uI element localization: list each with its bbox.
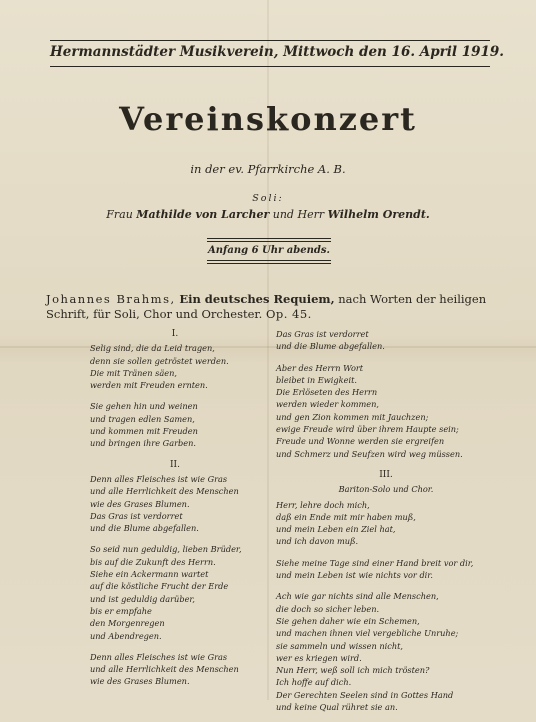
lyric-line: werden wieder kommen,: [276, 399, 379, 410]
stanza: [90, 543, 260, 641]
lyric-line: daß ein Ende mit mir haben muß,: [276, 511, 416, 522]
lyric-line: Selig sind, die da Leid tragen,: [90, 343, 215, 354]
section-1-body: [90, 342, 260, 449]
stanza: [276, 557, 496, 582]
stanza: [276, 328, 496, 353]
lyric-line: Ach wie gar nichts sind alle Menschen,: [276, 591, 439, 602]
lyric-line: bis auf die Zukunft des Herrn.: [90, 556, 216, 567]
lyric-line: Ich hoffe auf dich.: [276, 677, 352, 688]
soli-prefix-1: Frau: [106, 208, 133, 221]
lyric-line: Die Erlöseten des Herrn: [276, 387, 378, 398]
stanza: [90, 651, 260, 688]
stanza: [90, 473, 260, 534]
lyric-line: Siehe meine Tage sind einer Hand breit vor dir,: [276, 557, 474, 568]
soli-label: Soli:: [252, 193, 284, 204]
stanza: [276, 499, 496, 548]
section-2-continued: [276, 328, 496, 460]
section-number-1: I.: [171, 329, 179, 339]
stanza: [276, 362, 496, 460]
section-2-body: [90, 473, 260, 688]
lyric-line: und tragen edlen Samen,: [90, 413, 195, 424]
soli-connector: und Herr: [272, 208, 325, 221]
lyric-line: Siehe ein Ackermann wartet: [90, 569, 209, 580]
lyric-line: Aber des Herrn Wort: [276, 362, 364, 373]
composer: Johannes Brahms,: [46, 292, 176, 306]
lyric-line: und keine Qual rühret sie an.: [276, 702, 398, 713]
stanza: [276, 590, 496, 713]
lyric-line: Das Gras ist verdorret: [276, 329, 369, 339]
lyric-line: Denn alles Fleisches ist wie Gras: [90, 473, 228, 484]
page-title: Vereinskonzert: [119, 100, 417, 138]
work-description: [46, 292, 496, 322]
lyric-line: und gen Zion kommen mit Jauchzen;: [276, 411, 429, 422]
lyric-line: Nun Herr, weß soll ich mich trösten?: [276, 665, 430, 676]
lyric-line: So seid nun geduldig, lieben Brüder,: [90, 544, 242, 555]
work-opus: Op. 45.: [265, 307, 312, 321]
lyric-line: bleibet in Ewigkeit.: [276, 374, 357, 385]
venue-line: in der ev. Pfarrkirche A. B.: [190, 162, 346, 176]
start-time: Anfang 6 Uhr abends.: [207, 241, 331, 261]
lyrics-right-column: [276, 328, 496, 722]
lyric-line: und bringen ihre Garben.: [90, 438, 196, 449]
work-title: Ein deutsches Requiem,: [179, 292, 335, 306]
header-line: Hermannstädter Musikverein, Mittwoch den 16. April 1919.: [50, 40, 490, 67]
lyric-line: sie sammeln und wissen nicht,: [276, 640, 404, 651]
section-number-2: II.: [170, 459, 180, 470]
lyric-line: bis er empfahe: [90, 605, 152, 616]
section-number-3: III.: [379, 469, 393, 480]
lyric-line: wer es kriegen wird.: [276, 652, 362, 663]
soloist-2: Wilhelm Orendt.: [327, 208, 430, 221]
lyric-line: und machen ihnen viel vergebliche Unruhe;: [276, 628, 459, 639]
lyric-line: Sie gehen daher wie ein Schemen,: [276, 615, 420, 626]
soloist-1: Mathilde von Larcher: [136, 208, 270, 221]
soli-performers: [0, 208, 536, 221]
lyric-line: und alle Herrlichkeit des Menschen: [90, 486, 239, 497]
lyric-line: wie des Grases Blumen.: [90, 498, 190, 509]
lyric-line: denn sie sollen getröstet werden.: [90, 355, 229, 366]
lyric-line: und mein Leben ein Ziel hat,: [276, 524, 396, 535]
lyric-line: und die Blume abgefallen.: [276, 341, 385, 352]
lyric-line: Sie gehen hin und weinen: [90, 401, 198, 412]
lyric-line: den Morgenregen: [90, 618, 165, 629]
lyrics-left-column: [90, 328, 260, 697]
lyric-line: ewige Freude wird über ihrem Haupte sein;: [276, 424, 459, 435]
lyric-line: Herr, lehre doch mich,: [276, 499, 370, 510]
lyric-line: und ich davon muß.: [276, 536, 359, 547]
stanza: [90, 400, 260, 449]
lyric-line: und Schmerz und Seufzen wird weg müssen.: [276, 448, 463, 459]
lyric-line: und ist geduldig darüber,: [90, 593, 196, 604]
lyric-line: und Abendregen.: [90, 630, 162, 641]
lyric-line: Denn alles Fleisches ist wie Gras: [90, 651, 228, 662]
section-3-body: [276, 499, 496, 714]
lyric-line: auf die köstliche Frucht der Erde: [90, 581, 229, 592]
lyric-line: wie des Grases Blumen.: [90, 676, 190, 687]
section-3-subtitle: Bariton-Solo und Chor.: [338, 484, 434, 495]
lyric-line: werden mit Freuden ernten.: [90, 380, 208, 391]
lyric-line: und kommen mit Freuden: [90, 426, 198, 437]
work-desc: nach Worten der heiligen Schrift, für Soli, Chor und Orchester.: [46, 292, 487, 321]
lyric-line: Freude und Wonne werden sie ergreifen: [276, 436, 445, 447]
stanza: [90, 342, 260, 391]
lyric-line: Der Gerechten Seelen sind in Gottes Hand: [276, 689, 454, 700]
lyric-line: und alle Herrlichkeit des Menschen: [90, 664, 239, 675]
lyric-line: Das Gras ist verdorret: [90, 510, 183, 521]
lyric-line: und mein Leben ist wie nichts vor dir.: [276, 570, 433, 581]
lyric-line: die doch so sicher leben.: [276, 603, 380, 614]
lyric-line: und die Blume abgefallen.: [90, 523, 199, 534]
lyric-line: Die mit Tränen säen,: [90, 367, 177, 378]
